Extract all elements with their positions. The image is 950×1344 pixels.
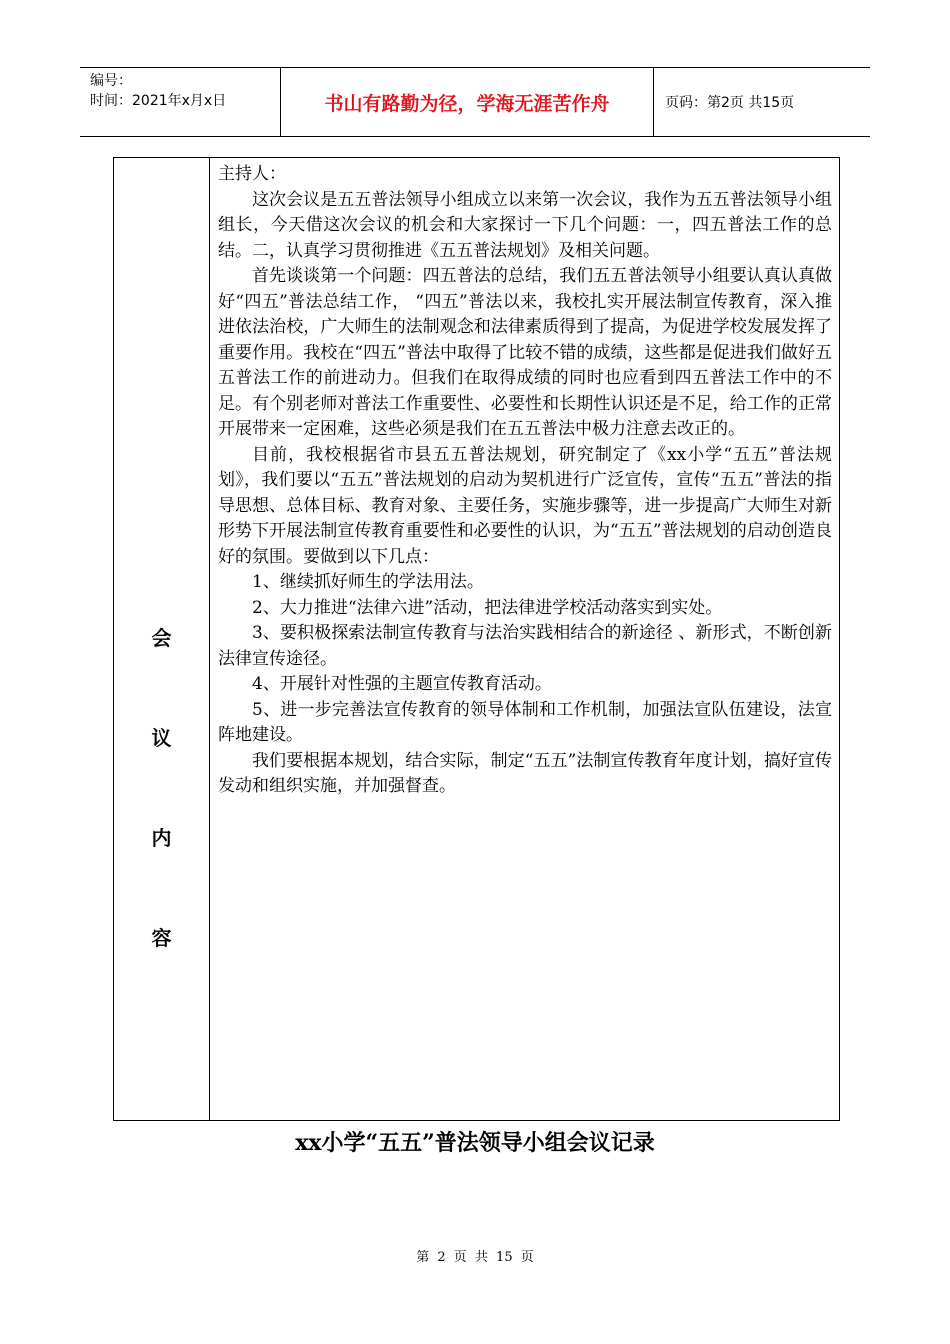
paragraph: 我们要根据本规划，结合实际，制定“五五”法制宣传教育年度计划，搞好宣传发动和组织实施，并加强督查。 <box>218 750 832 796</box>
meeting-content-text <box>218 162 832 800</box>
header-page-info: 页码：第2页 共15页 <box>665 95 795 111</box>
page-header <box>80 67 870 137</box>
serial-label: 编号： <box>90 73 132 89</box>
header-divider <box>653 68 654 136</box>
label-char: 议 <box>151 726 172 750</box>
page-footer: 第 2 页 共 15 页 <box>416 1250 534 1265</box>
list-item: 4、开展针对性强的主题宣传教育活动。 <box>252 674 552 694</box>
label-char: 容 <box>151 926 172 950</box>
header-meta <box>90 71 226 111</box>
document-title: xx小学“五五”普法领导小组会议记录 <box>295 1130 655 1156</box>
host-line: 主持人： <box>218 164 286 184</box>
list-item: 3、要积极探索法制宣传教育与法治实践相结合的新途径 、新形式，不断创新法律宣传途径。 <box>218 623 832 669</box>
time-label: 时间：2021年x月x日 <box>90 93 227 109</box>
paragraph: 首先谈谈第一个问题：四五普法的总结，我们五五普法领导小组要认真认真做好“四五”普法总结工作， “四五”普法以来，我校扎实开展法制宣传教育，深入推进依法治校，广大师生的法制观念和法律素质得到了提高，为促进学校发展发挥了重要作用。我校在“四五”普法中取得了比较不错的成绩，这些都是促进我们做好五五普法工作的前进动力。但我们在取得成绩的同时也应看到四五普法工作中的不足。有个别老师对普法工作重要性、必要性和长期性认识还是不足，给工作的正常开展带来一定困难，这些必须是我们在五五普法中极力注意去改正的。 <box>218 266 832 439</box>
list-item: 5、进一步完善法宣传教育的领导体制和工作机制，加强法宣队伍建设，法宣阵地建设。 <box>218 699 832 745</box>
label-char: 内 <box>151 826 172 850</box>
paragraph: 这次会议是五五普法领导小组成立以来第一次会议，我作为五五普法领导小组组长，今天借这次会议的机会和大家探讨一下几个问题：一，四五普法工作的总结。二，认真学习贯彻推进《五五普法规划》及相关问题。 <box>218 189 832 261</box>
paragraph: 目前，我校根据省市县五五普法规划，研究制定了《xx小学“五五”普法规划》，我们要以“五五”普法规划的启动为契机进行广泛宣传，宣传“五五”普法的指导思想、总体目标、教育对象、主要任务，实施步骤等，进一步提高广大师生对新形势下开展法制宣传教育重要性和必要性的认识，为“五五”普法规划的启动创造良好的氛围。要做到以下几点： <box>218 444 832 567</box>
label-char: 会 <box>151 626 172 650</box>
list-item: 2、大力推进“法律六进”活动，把法律进学校活动落实到实处。 <box>252 597 723 618</box>
table-column-divider <box>209 158 210 1120</box>
meeting-content-label <box>114 618 209 1018</box>
header-motto: 书山有路勤为径，学海无涯苦作舟 <box>324 92 610 115</box>
list-item: 1、继续抓好师生的学法用法。 <box>252 572 484 592</box>
meeting-content-table <box>113 157 840 1121</box>
